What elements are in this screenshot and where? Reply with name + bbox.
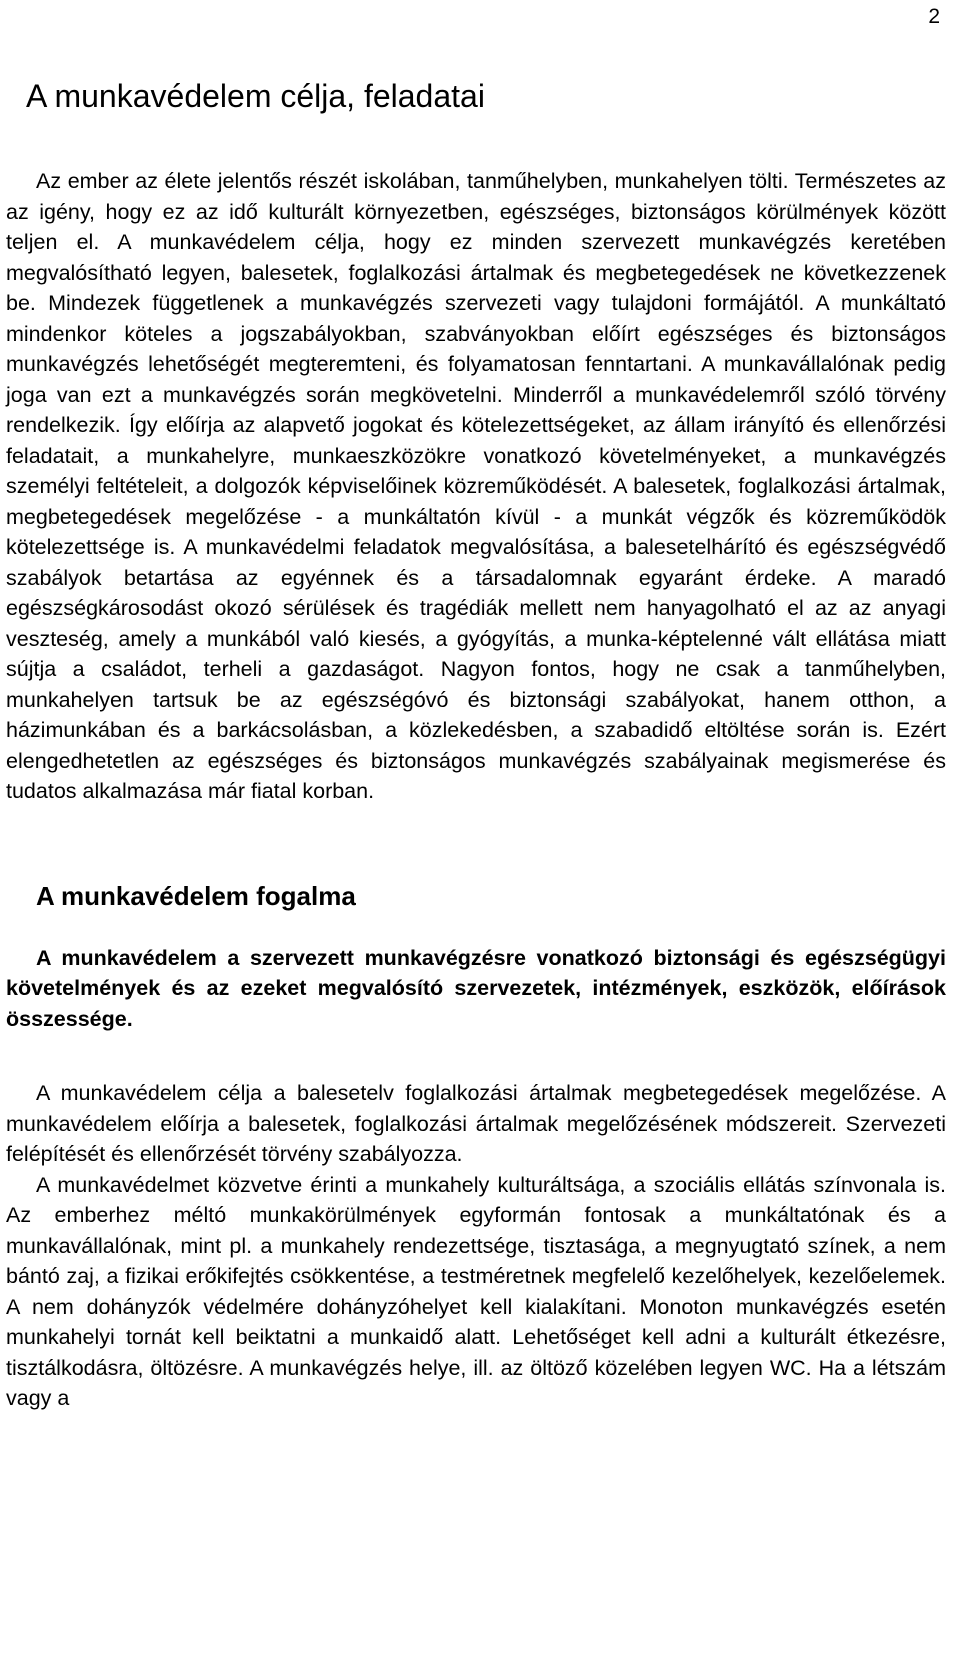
section-title: A munkavédelem fogalma (36, 880, 356, 911)
document-body (6, 76, 946, 1414)
intro-paragraph: Az ember az élete jelentős részét iskolában, tanműhelyben, munkahelyen tölti. Természetes az az igény, hogy ez az idő kulturált környezetben, egészséges, biztonságos körülmények között teljen el. A munkavédelem célja, hogy ez minden szervezett munkavégzés keretében megvalósítható legyen, balesetek, foglalkozási ártalmak és megbetegedések ne következzenek be. Mindezek függetlenek a munkavégzés szervezeti vagy tulajdoni formájától. A munkáltató mindenkor köteles a jogszabályokban, szabványokban előírt egészséges és biztonságos munkavégzés lehetőségét megteremteni, és folyamatosan fenntartani. A munkavállalónak pedig joga van ezt a munkavégzés során megkövetelni. Minderről a munkavédelemről szóló törvény rendelkezik. Így előírja az alapvető jogokat és kötelezettségeket, az állam irányító és ellenőrzési feladatait, a munkahelyre, munkaeszközökre vonatkozó követelményeket, a munkavégzés személyi feltételeit, a dolgozók képviselőinek közreműködését. A balesetek, foglalkozási ártalmak, megbetegedések megelőzése - a munkáltatón kívül - a munkát végzők és közreműködök kötelezettsége is. A munkavédelmi feladatok megvalósítása, a balesetelhárító és egészségvédő szabályok betartása az egyénnek és a társadalomnak egyaránt érdeke. A maradó egészségkárosodást okozó sérülések és tragédiák mellett nem hanyagolható el az az anyagi veszteség, amely a munkából való kiesés, a gyógyítás, a munka-képtelenné vált ellátása miatt sújtja a családot, terheli a gazdaságot. Nagyon fontos, hogy ne csak a tanműhelyben, munkahelyen tartsuk be az egészségóvó és biztonsági szabályokat, hanem otthon, a házimunkában és a barkácsolásban, a közlekedésben, a szabadidő eltöltése során is. Ezért elengedhetetlen az egészséges és biztonságos munkavégzés szabályainak megismerése és tudatos alkalmazása már fiatal korban. (6, 169, 946, 803)
page-number: 2 (928, 5, 940, 28)
definition-paragraph: A munkavédelem a szervezett munkavégzésre vonatkozó biztonsági és egészségügyi követelmények és az ezeket megvalósító szervezetek, intézmények, eszközök, előírások összessége. (6, 945, 946, 1031)
purpose-paragraph: A munkavédelem célja a balesetelv foglalkozási ártalmak megbetegedések megelőzése. A munkavédelem előírja a balesetek, foglalkozási ártalmak megelőzésének módszereit. Szervezeti felépítését és ellenőrzését törvény szabályozza. (6, 1081, 946, 1166)
indirect-paragraph: A munkavédelmet közvetve érinti a munkahely kulturáltsága, a szociális ellátás színvonala is. Az emberhez méltó munkakörülmények egyformán fontosak a munkáltatónak és a munkavállalónak, mint pl. a munkahely rendezettsége, tisztasága, a megnyugtató színek, a nem bántó zaj, a fizikai erőkifejtés csökkentése, a testméretnek megfelelő kezelőhelyek, kezelőelemek. A nem dohányzók védelmére dohányzóhelyet kell kialakítani. Monoton munkavégzés esetén munkahelyi tornát kell beiktatni a munkaidő alatt. Lehetőséget kell adni a kulturált étkezésre, tisztálkodásra, öltözésre. A munkavégzés helye, ill. az öltöző közelében legyen WC. Ha a létszám vagy a (6, 1172, 946, 1410)
page-title: A munkavédelem célja, feladatai (26, 78, 485, 114)
